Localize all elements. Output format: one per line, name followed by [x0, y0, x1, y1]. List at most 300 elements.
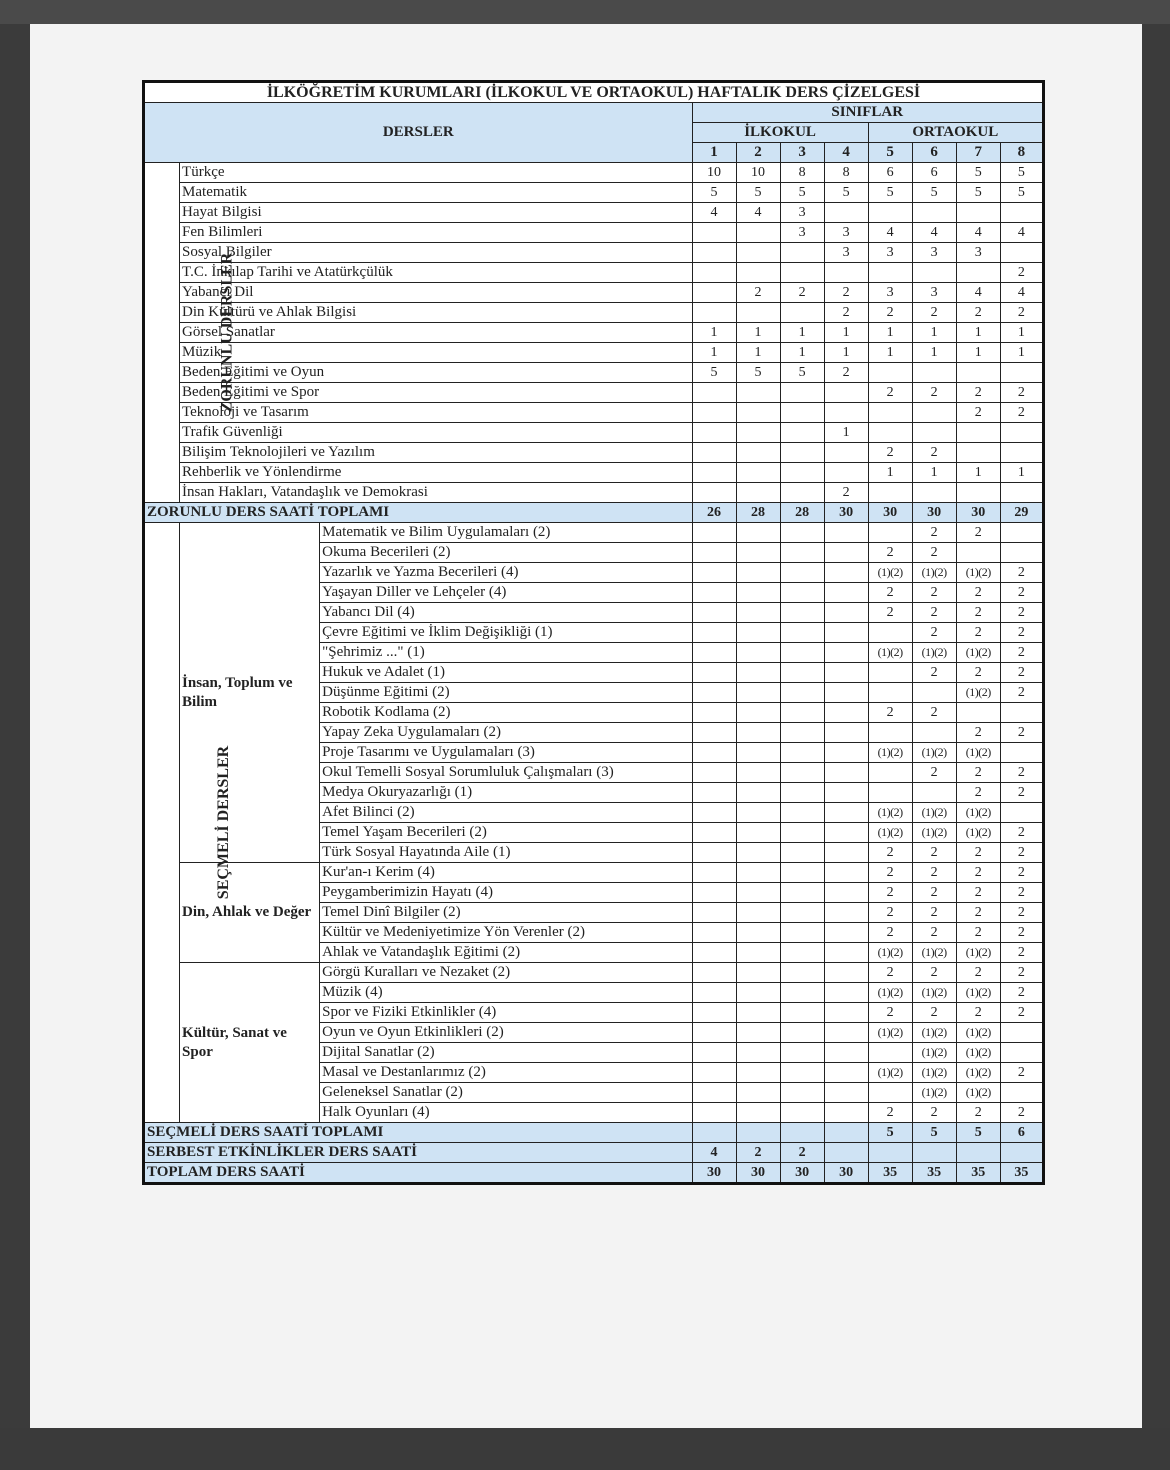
compulsory-course-grade-1	[692, 283, 736, 303]
elective-total-grade-2	[736, 1123, 780, 1143]
compulsory-course-grade-6	[912, 483, 956, 503]
compulsory-course-grade-5	[868, 263, 912, 283]
elective-course-grade-1	[692, 1063, 736, 1083]
free-activities-grade-5	[868, 1143, 912, 1163]
course-name: Din Kültürü ve Ahlak Bilgisi	[180, 303, 692, 323]
elective-course-grade-7: (1)(2)	[956, 1063, 1000, 1083]
compulsory-course-grade-6	[912, 263, 956, 283]
compulsory-course-grade-3	[780, 423, 824, 443]
compulsory-course-grade-6	[912, 403, 956, 423]
compulsory-course-grade-5: 3	[868, 283, 912, 303]
compulsory-course-grade-5: 1	[868, 323, 912, 343]
elective-course-name: Temel Yaşam Becerileri (2)	[320, 823, 692, 843]
compulsory-course-grade-2: 1	[736, 343, 780, 363]
free-activities-label: SERBEST ETKİNLİKLER DERS SAATİ	[144, 1143, 693, 1163]
elective-course-grade-4	[824, 1083, 868, 1103]
elective-group-label: İnsan, Toplum ve Bilim	[180, 523, 320, 863]
compulsory-course-grade-3: 5	[780, 183, 824, 203]
grade-header-6: 6	[912, 143, 956, 163]
elective-course-grade-1	[692, 703, 736, 723]
compulsory-course-grade-4: 2	[824, 483, 868, 503]
compulsory-course-grade-2	[736, 263, 780, 283]
compulsory-course-grade-6: 1	[912, 343, 956, 363]
elective-course-grade-1	[692, 863, 736, 883]
elective-total-grade-5: 5	[868, 1123, 912, 1143]
elective-course-grade-4	[824, 643, 868, 663]
elective-course-grade-3	[780, 643, 824, 663]
elective-course-grade-8: 2	[1000, 643, 1043, 663]
course-name: Bilişim Teknolojileri ve Yazılım	[180, 443, 692, 463]
compulsory-course-grade-3: 8	[780, 163, 824, 183]
compulsory-course-grade-4: 2	[824, 283, 868, 303]
elective-course-grade-2	[736, 943, 780, 963]
elective-course-grade-7: 2	[956, 923, 1000, 943]
compulsory-course-grade-6: 2	[912, 383, 956, 403]
elective-course-grade-6: 2	[912, 543, 956, 563]
elective-course-grade-1	[692, 663, 736, 683]
compulsory-total-grade-5: 30	[868, 503, 912, 523]
compulsory-course-grade-1	[692, 403, 736, 423]
elective-course-grade-3	[780, 543, 824, 563]
elective-course-grade-1	[692, 963, 736, 983]
compulsory-course-grade-2	[736, 463, 780, 483]
elective-course-grade-5: (1)(2)	[868, 983, 912, 1003]
elective-course-grade-6: (1)(2)	[912, 743, 956, 763]
compulsory-course-grade-7: 2	[956, 303, 1000, 323]
compulsory-course-grade-1: 1	[692, 343, 736, 363]
grand-total-grade-7: 35	[956, 1163, 1000, 1184]
compulsory-course-grade-2	[736, 223, 780, 243]
elective-course-grade-7: 2	[956, 603, 1000, 623]
compulsory-course-grade-2	[736, 483, 780, 503]
elective-course-grade-5: 2	[868, 543, 912, 563]
elective-course-grade-7: 2	[956, 903, 1000, 923]
compulsory-course-grade-4: 1	[824, 423, 868, 443]
elective-course-grade-5	[868, 763, 912, 783]
elective-course-grade-4	[824, 743, 868, 763]
elective-course-grade-6: 2	[912, 903, 956, 923]
elective-course-grade-2	[736, 763, 780, 783]
compulsory-total-label: ZORUNLU DERS SAATİ TOPLAMI	[144, 503, 693, 523]
compulsory-course-grade-5	[868, 203, 912, 223]
elective-course-grade-6: 2	[912, 1103, 956, 1123]
elective-course-grade-7: 2	[956, 1003, 1000, 1023]
elective-course-grade-5	[868, 663, 912, 683]
elective-course-grade-2	[736, 703, 780, 723]
elective-course-grade-4	[824, 583, 868, 603]
elective-course-grade-7: 2	[956, 883, 1000, 903]
elective-course-grade-6	[912, 723, 956, 743]
elective-row	[144, 963, 1044, 983]
elective-course-grade-6: (1)(2)	[912, 943, 956, 963]
elective-course-grade-3	[780, 983, 824, 1003]
elective-course-grade-3	[780, 863, 824, 883]
elective-course-grade-4	[824, 1043, 868, 1063]
elective-course-grade-5: (1)(2)	[868, 643, 912, 663]
window-top-bar	[0, 0, 1170, 24]
compulsory-course-grade-8: 2	[1000, 303, 1043, 323]
compulsory-course-grade-7	[956, 263, 1000, 283]
compulsory-course-grade-1	[692, 303, 736, 323]
compulsory-course-grade-1	[692, 463, 736, 483]
compulsory-course-grade-1: 5	[692, 183, 736, 203]
compulsory-course-grade-5	[868, 403, 912, 423]
elective-course-grade-8: 2	[1000, 1063, 1043, 1083]
elective-course-grade-2	[736, 1043, 780, 1063]
elective-course-grade-6	[912, 683, 956, 703]
elective-section-text: SEÇMELİ DERSLER	[215, 745, 233, 899]
elective-course-grade-4	[824, 663, 868, 683]
compulsory-course-grade-2: 4	[736, 203, 780, 223]
compulsory-course-grade-7: 1	[956, 463, 1000, 483]
elective-course-grade-8: 2	[1000, 923, 1043, 943]
compulsory-course-grade-8	[1000, 423, 1043, 443]
elective-course-grade-8: 2	[1000, 623, 1043, 643]
grand-total-row	[144, 1163, 1044, 1184]
elective-course-grade-3	[780, 903, 824, 923]
elective-course-grade-1	[692, 603, 736, 623]
course-name: Beden Eğitimi ve Oyun	[180, 363, 692, 383]
grade-header-2: 2	[736, 143, 780, 163]
elective-course-grade-8	[1000, 803, 1043, 823]
compulsory-course-grade-4	[824, 263, 868, 283]
elective-row	[144, 863, 1044, 883]
elective-course-grade-8: 2	[1000, 1003, 1043, 1023]
elective-course-name: Okul Temelli Sosyal Sorumluluk Çalışmaları (3)	[320, 763, 692, 783]
elective-course-grade-5: 2	[868, 963, 912, 983]
compulsory-course-grade-6: 6	[912, 163, 956, 183]
elective-course-grade-8: 2	[1000, 683, 1043, 703]
free-activities-grade-3: 2	[780, 1143, 824, 1163]
compulsory-course-grade-1	[692, 483, 736, 503]
elective-course-grade-7: (1)(2)	[956, 683, 1000, 703]
course-name: Hayat Bilgisi	[180, 203, 692, 223]
elective-course-grade-7: 2	[956, 583, 1000, 603]
compulsory-row	[144, 383, 1044, 403]
compulsory-course-grade-6: 2	[912, 443, 956, 463]
elective-course-grade-8: 2	[1000, 903, 1043, 923]
elective-total-grade-6: 5	[912, 1123, 956, 1143]
compulsory-course-grade-5: 3	[868, 243, 912, 263]
compulsory-course-grade-4: 1	[824, 323, 868, 343]
elective-course-grade-7: (1)(2)	[956, 1083, 1000, 1103]
elective-course-grade-2	[736, 723, 780, 743]
course-name: Türkçe	[180, 163, 692, 183]
compulsory-course-grade-6: 5	[912, 183, 956, 203]
elective-course-grade-2	[736, 843, 780, 863]
elective-course-grade-8: 2	[1000, 943, 1043, 963]
elective-course-grade-1	[692, 743, 736, 763]
compulsory-row	[144, 463, 1044, 483]
elective-course-grade-2	[736, 743, 780, 763]
elective-course-name: Türk Sosyal Hayatında Aile (1)	[320, 843, 692, 863]
elective-course-grade-2	[736, 1023, 780, 1043]
elective-course-grade-7: 2	[956, 623, 1000, 643]
compulsory-course-grade-6	[912, 363, 956, 383]
compulsory-course-grade-8	[1000, 203, 1043, 223]
elective-course-grade-2	[736, 783, 780, 803]
elective-course-grade-1	[692, 803, 736, 823]
compulsory-course-grade-8	[1000, 243, 1043, 263]
elective-course-name: Düşünme Eğitimi (2)	[320, 683, 692, 703]
elective-total-row	[144, 1123, 1044, 1143]
elective-course-grade-4	[824, 723, 868, 743]
compulsory-row	[144, 283, 1044, 303]
compulsory-course-grade-7: 2	[956, 383, 1000, 403]
compulsory-total-grade-6: 30	[912, 503, 956, 523]
elective-course-grade-5	[868, 1043, 912, 1063]
compulsory-course-grade-8: 1	[1000, 343, 1043, 363]
elective-course-grade-5: 2	[868, 703, 912, 723]
elective-course-grade-2	[736, 1003, 780, 1023]
elective-course-grade-5: (1)(2)	[868, 1023, 912, 1043]
elective-course-grade-7: (1)(2)	[956, 983, 1000, 1003]
compulsory-course-grade-2: 10	[736, 163, 780, 183]
course-name: Rehberlik ve Yönlendirme	[180, 463, 692, 483]
compulsory-row	[144, 323, 1044, 343]
elective-course-grade-3	[780, 603, 824, 623]
compulsory-course-grade-7: 1	[956, 323, 1000, 343]
elective-course-grade-3	[780, 1043, 824, 1063]
compulsory-course-grade-3	[780, 303, 824, 323]
elective-course-grade-4	[824, 883, 868, 903]
elective-course-grade-4	[824, 703, 868, 723]
elective-course-grade-7: 2	[956, 963, 1000, 983]
compulsory-course-grade-6: 1	[912, 323, 956, 343]
elective-course-grade-1	[692, 1103, 736, 1123]
elective-course-name: Yabancı Dil (4)	[320, 603, 692, 623]
elective-course-name: Peygamberimizin Hayatı (4)	[320, 883, 692, 903]
compulsory-course-grade-5: 1	[868, 463, 912, 483]
compulsory-course-grade-3	[780, 403, 824, 423]
compulsory-course-grade-7	[956, 203, 1000, 223]
elective-course-grade-3	[780, 1023, 824, 1043]
elective-course-grade-7: (1)(2)	[956, 563, 1000, 583]
elective-course-grade-4	[824, 923, 868, 943]
elective-course-grade-8: 2	[1000, 1103, 1043, 1123]
elective-course-grade-6: (1)(2)	[912, 563, 956, 583]
compulsory-course-grade-5: 2	[868, 383, 912, 403]
elective-total-label: SEÇMELİ DERS SAATİ TOPLAMI	[144, 1123, 693, 1143]
elective-course-name: Proje Tasarımı ve Uygulamaları (3)	[320, 743, 692, 763]
compulsory-course-grade-4: 2	[824, 303, 868, 323]
elective-course-grade-5: 2	[868, 843, 912, 863]
compulsory-course-grade-7: 3	[956, 243, 1000, 263]
elective-course-grade-7: (1)(2)	[956, 803, 1000, 823]
compulsory-row	[144, 343, 1044, 363]
elective-course-grade-4	[824, 1063, 868, 1083]
compulsory-course-grade-6: 4	[912, 223, 956, 243]
compulsory-row	[144, 483, 1044, 503]
compulsory-course-grade-2	[736, 243, 780, 263]
schedule-table	[142, 80, 1045, 1185]
elective-course-grade-7: 2	[956, 723, 1000, 743]
elective-course-grade-2	[736, 883, 780, 903]
elective-course-grade-1	[692, 1023, 736, 1043]
elective-course-grade-4	[824, 623, 868, 643]
compulsory-course-grade-7: 4	[956, 223, 1000, 243]
elective-course-grade-5: (1)(2)	[868, 823, 912, 843]
elective-course-grade-3	[780, 783, 824, 803]
elective-course-grade-5: (1)(2)	[868, 803, 912, 823]
elective-course-grade-7: 2	[956, 1103, 1000, 1123]
elective-course-name: Çevre Eğitimi ve İklim Değişikliği (1)	[320, 623, 692, 643]
elective-course-grade-7: (1)(2)	[956, 743, 1000, 763]
elective-course-grade-1	[692, 943, 736, 963]
grade-header-3: 3	[780, 143, 824, 163]
elective-course-grade-1	[692, 823, 736, 843]
elective-course-grade-3	[780, 943, 824, 963]
compulsory-course-grade-5: 5	[868, 183, 912, 203]
elective-course-grade-3	[780, 803, 824, 823]
elective-course-grade-4	[824, 523, 868, 543]
elective-course-grade-2	[736, 603, 780, 623]
elective-course-grade-2	[736, 1103, 780, 1123]
compulsory-course-grade-4: 2	[824, 363, 868, 383]
elective-course-grade-3	[780, 563, 824, 583]
elective-course-grade-6	[912, 783, 956, 803]
elective-course-grade-6: (1)(2)	[912, 823, 956, 843]
elective-course-grade-1	[692, 623, 736, 643]
elective-course-grade-5: 2	[868, 923, 912, 943]
elective-course-grade-1	[692, 643, 736, 663]
elective-course-grade-3	[780, 1083, 824, 1103]
elective-course-grade-4	[824, 983, 868, 1003]
elective-course-name: Medya Okuryazarlığı (1)	[320, 783, 692, 803]
elective-course-grade-6: 2	[912, 623, 956, 643]
elective-course-name: Yaşayan Diller ve Lehçeler (4)	[320, 583, 692, 603]
compulsory-course-grade-6: 1	[912, 463, 956, 483]
compulsory-course-grade-3: 2	[780, 283, 824, 303]
compulsory-course-grade-3: 1	[780, 323, 824, 343]
elective-course-grade-7: 2	[956, 763, 1000, 783]
elective-course-grade-7: (1)(2)	[956, 823, 1000, 843]
compulsory-course-grade-4	[824, 403, 868, 423]
elective-course-grade-2	[736, 983, 780, 1003]
elective-course-name: Ahlak ve Vatandaşlık Eğitimi (2)	[320, 943, 692, 963]
compulsory-course-grade-1	[692, 223, 736, 243]
elective-course-grade-4	[824, 783, 868, 803]
elective-course-grade-5: 2	[868, 903, 912, 923]
elective-course-name: Görgü Kuralları ve Nezaket (2)	[320, 963, 692, 983]
compulsory-total-grade-3: 28	[780, 503, 824, 523]
elective-course-grade-8: 2	[1000, 863, 1043, 883]
compulsory-row	[144, 303, 1044, 323]
elective-course-grade-8: 2	[1000, 723, 1043, 743]
elective-course-grade-8: 2	[1000, 783, 1043, 803]
elective-group-label: Din, Ahlak ve Değer	[180, 863, 320, 963]
elective-course-grade-7: 2	[956, 523, 1000, 543]
compulsory-course-grade-3	[780, 483, 824, 503]
compulsory-row	[144, 223, 1044, 243]
elective-course-grade-3	[780, 683, 824, 703]
elective-course-grade-6: 2	[912, 523, 956, 543]
elective-course-grade-5: 2	[868, 1003, 912, 1023]
compulsory-course-grade-8: 5	[1000, 183, 1043, 203]
elective-course-grade-5: (1)(2)	[868, 943, 912, 963]
elective-course-grade-8	[1000, 523, 1043, 543]
elective-course-grade-1	[692, 903, 736, 923]
elective-course-grade-4	[824, 763, 868, 783]
compulsory-course-grade-3: 5	[780, 363, 824, 383]
compulsory-course-grade-7: 1	[956, 343, 1000, 363]
course-name: Beden Eğitimi ve Spor	[180, 383, 692, 403]
course-name: Matematik	[180, 183, 692, 203]
elective-course-grade-6: (1)(2)	[912, 1043, 956, 1063]
elective-course-grade-6: 2	[912, 843, 956, 863]
elective-course-grade-6: 2	[912, 863, 956, 883]
elective-course-grade-3	[780, 963, 824, 983]
elective-course-name: Masal ve Destanlarımız (2)	[320, 1063, 692, 1083]
elective-course-grade-3	[780, 663, 824, 683]
compulsory-row	[144, 423, 1044, 443]
elective-course-grade-6: (1)(2)	[912, 1063, 956, 1083]
elective-course-grade-5: (1)(2)	[868, 743, 912, 763]
course-name: Sosyal Bilgiler	[180, 243, 692, 263]
compulsory-total-grade-4: 30	[824, 503, 868, 523]
elective-course-grade-7: 2	[956, 843, 1000, 863]
elective-course-grade-6: 2	[912, 703, 956, 723]
elective-course-grade-6: 2	[912, 963, 956, 983]
elective-course-grade-7: (1)(2)	[956, 943, 1000, 963]
compulsory-total-grade-1: 26	[692, 503, 736, 523]
compulsory-course-grade-4: 1	[824, 343, 868, 363]
elective-course-grade-8	[1000, 703, 1043, 723]
compulsory-course-grade-3	[780, 443, 824, 463]
grand-total-grade-2: 30	[736, 1163, 780, 1184]
elective-course-grade-2	[736, 903, 780, 923]
elective-course-grade-4	[824, 603, 868, 623]
compulsory-row	[144, 263, 1044, 283]
elective-course-grade-4	[824, 1003, 868, 1023]
compulsory-course-grade-5	[868, 363, 912, 383]
elective-course-grade-1	[692, 723, 736, 743]
elective-course-grade-5	[868, 723, 912, 743]
elective-course-grade-2	[736, 523, 780, 543]
grand-total-grade-8: 35	[1000, 1163, 1043, 1184]
compulsory-course-grade-4	[824, 463, 868, 483]
elective-course-grade-2	[736, 563, 780, 583]
elective-course-grade-6: 2	[912, 883, 956, 903]
elective-course-grade-6: 2	[912, 663, 956, 683]
elective-course-grade-8: 2	[1000, 583, 1043, 603]
elective-course-grade-1	[692, 983, 736, 1003]
elective-course-grade-1	[692, 1003, 736, 1023]
elective-course-grade-8: 2	[1000, 823, 1043, 843]
compulsory-course-grade-2: 5	[736, 363, 780, 383]
compulsory-section-text: ZORUNLU DERSLER	[218, 252, 236, 412]
elective-course-name: Robotik Kodlama (2)	[320, 703, 692, 723]
elective-course-grade-1	[692, 883, 736, 903]
compulsory-course-grade-7	[956, 483, 1000, 503]
elective-course-grade-1	[692, 923, 736, 943]
compulsory-course-grade-8: 5	[1000, 163, 1043, 183]
compulsory-course-grade-5: 4	[868, 223, 912, 243]
ortaokul-header: ORTAOKUL	[868, 123, 1043, 143]
compulsory-course-grade-8	[1000, 483, 1043, 503]
elective-course-grade-5: 2	[868, 863, 912, 883]
elective-course-grade-3	[780, 723, 824, 743]
elective-course-grade-8: 2	[1000, 843, 1043, 863]
elective-course-name: Hukuk ve Adalet (1)	[320, 663, 692, 683]
compulsory-course-grade-7: 4	[956, 283, 1000, 303]
elective-course-name: Temel Dinî Bilgiler (2)	[320, 903, 692, 923]
compulsory-course-grade-7	[956, 423, 1000, 443]
compulsory-course-grade-8: 2	[1000, 383, 1043, 403]
elective-course-grade-3	[780, 523, 824, 543]
elective-course-name: Okuma Becerileri (2)	[320, 543, 692, 563]
grand-total-grade-1: 30	[692, 1163, 736, 1184]
